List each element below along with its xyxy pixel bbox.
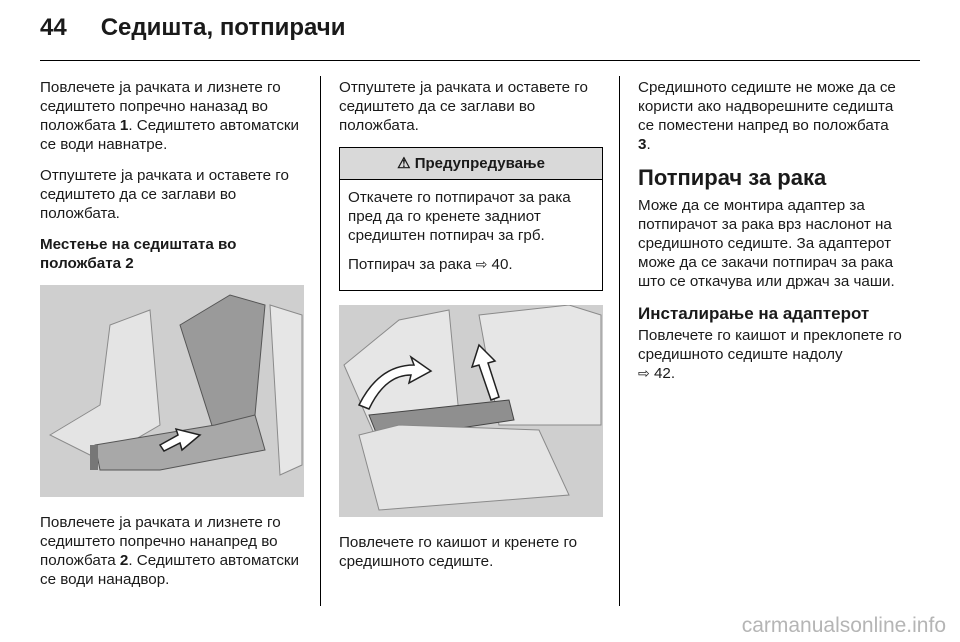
column-2	[339, 78, 603, 583]
warning-reference: Потпирач за рака ⇨ 40.	[348, 256, 513, 273]
figure-caption: Повлечете го каишот и кренете го средишното седиште.	[339, 534, 578, 570]
page-number: 44	[40, 14, 67, 41]
paragraph: Може да се монтира адаптер за потпирачот за рака врз наслонот на средишното седиште. За адаптерот може да се закачи потпирач за рака што се откачува или држач за чаши.	[638, 197, 895, 290]
column-1	[40, 78, 304, 601]
paragraph: Повлечете го каишот и преклопете го средишното седиште надолу ⇨ 42.	[638, 327, 902, 382]
warning-triangle-icon: ⚠	[397, 155, 411, 172]
warning-box	[339, 147, 603, 291]
page-title: Седишта, потпирачи	[100, 14, 346, 41]
paragraph: Повлечете ја рачката и лизнете го седиштето попречно нанапред во положбата 2. Седиштето автоматски се води нанадвор.	[40, 514, 300, 588]
column-divider-2	[619, 76, 620, 606]
page-ref-arrow-icon: ⇨	[638, 365, 650, 381]
warning-text: Откачете го потпирачот за рака пред да го кренете задниот средиштен потпирач за грб.	[348, 189, 571, 244]
center-seat-illustration	[339, 305, 603, 517]
section-subheading: Местење на седиштата во положбата 2	[40, 236, 237, 272]
column-divider-1	[320, 76, 321, 606]
page-header	[40, 14, 345, 54]
warning-body	[340, 180, 602, 290]
warning-title: Предупредување	[414, 155, 545, 172]
paragraph: Отпуштете ја рачката и оставете го седиштето да се заглави во положбата.	[40, 167, 289, 222]
paragraph: Отпуштете ја рачката и оставете го седиштето да се заглави во положбата.	[339, 79, 588, 134]
paragraph: Средишното седиште не може да се користи ако надворешните седишта се поместени напред во положбата 3.	[638, 79, 896, 153]
header-divider	[40, 60, 920, 61]
paragraph: Повлечете ја рачката и лизнете го седиштето попречно наназад во положбата 1. Седиштето автоматски се води навнатре.	[40, 79, 300, 153]
watermark: carmanualsonline.info	[741, 614, 946, 637]
seat-slide-illustration	[40, 285, 304, 497]
page-ref-arrow-icon: ⇨	[475, 256, 488, 272]
warning-header	[340, 148, 602, 180]
section-heading: Потпирач за рака	[638, 165, 827, 190]
subsection-heading: Инсталирање на адаптерот	[638, 304, 870, 323]
column-3	[638, 78, 902, 395]
